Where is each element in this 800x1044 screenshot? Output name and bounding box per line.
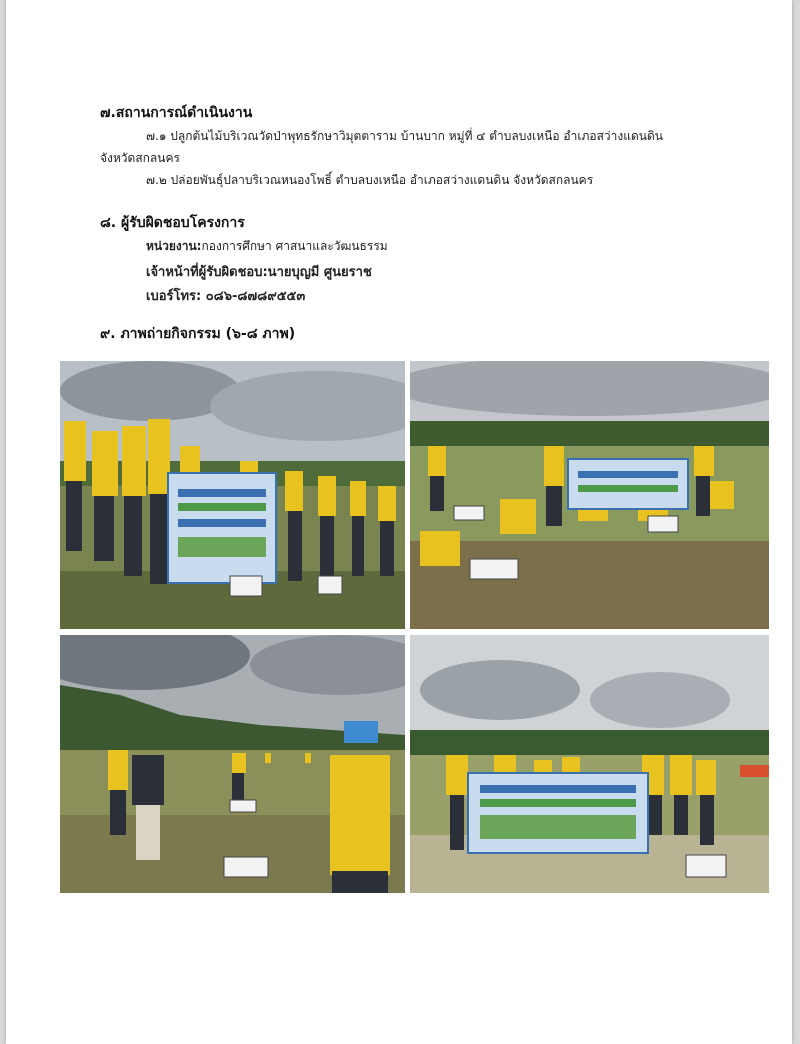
activity-photo-3 — [60, 635, 405, 893]
section-7-item-2: ๗.๒ ปล่อยพันธุ์ปลาบริเวณหนองโพธิ์ ตำบลบงเหนือ อำเภอสว่างแดนดิน จังหวัดสกลนคร — [146, 173, 594, 187]
activity-photo-1 — [60, 361, 405, 629]
section-8-officer: เจ้าหน้าที่ผู้รับผิดชอบ:นายบุญมี ศูนยราช — [146, 265, 372, 280]
activity-photo-2 — [410, 361, 769, 629]
section-8-phone: เบอร์โทร: ๐๘๖-๘๗๘๙๕๕๓ — [146, 289, 306, 304]
section-9-heading: ๙. ภาพถ่ายกิจกรรม (๖-๘ ภาพ) — [100, 326, 296, 342]
unit-value: กองการศึกษา ศาสนาและวัฒนธรรม — [201, 239, 388, 253]
unit-label: หน่วยงาน: — [146, 239, 202, 253]
section-7-heading: ๗.สถานการณ์ดำเนินงาน — [100, 105, 253, 121]
activity-photo-4 — [410, 635, 769, 893]
section-8-unit — [146, 237, 388, 256]
document-page — [6, 0, 792, 1044]
section-7-item-1-line-1: ๗.๑ ปลูกต้นไม้บริเวณวัดป่าพุทธรักษาวิมุตตาราม บ้านบาก หมู่ที่ ๔ ตำบลบงเหนือ อำเภอสว่างแดนดิน — [146, 129, 663, 143]
section-8-heading: ๘. ผู้รับผิดชอบโครงการ — [100, 215, 245, 231]
section-7-item-1-line-2: จังหวัดสกลนคร — [100, 151, 180, 165]
